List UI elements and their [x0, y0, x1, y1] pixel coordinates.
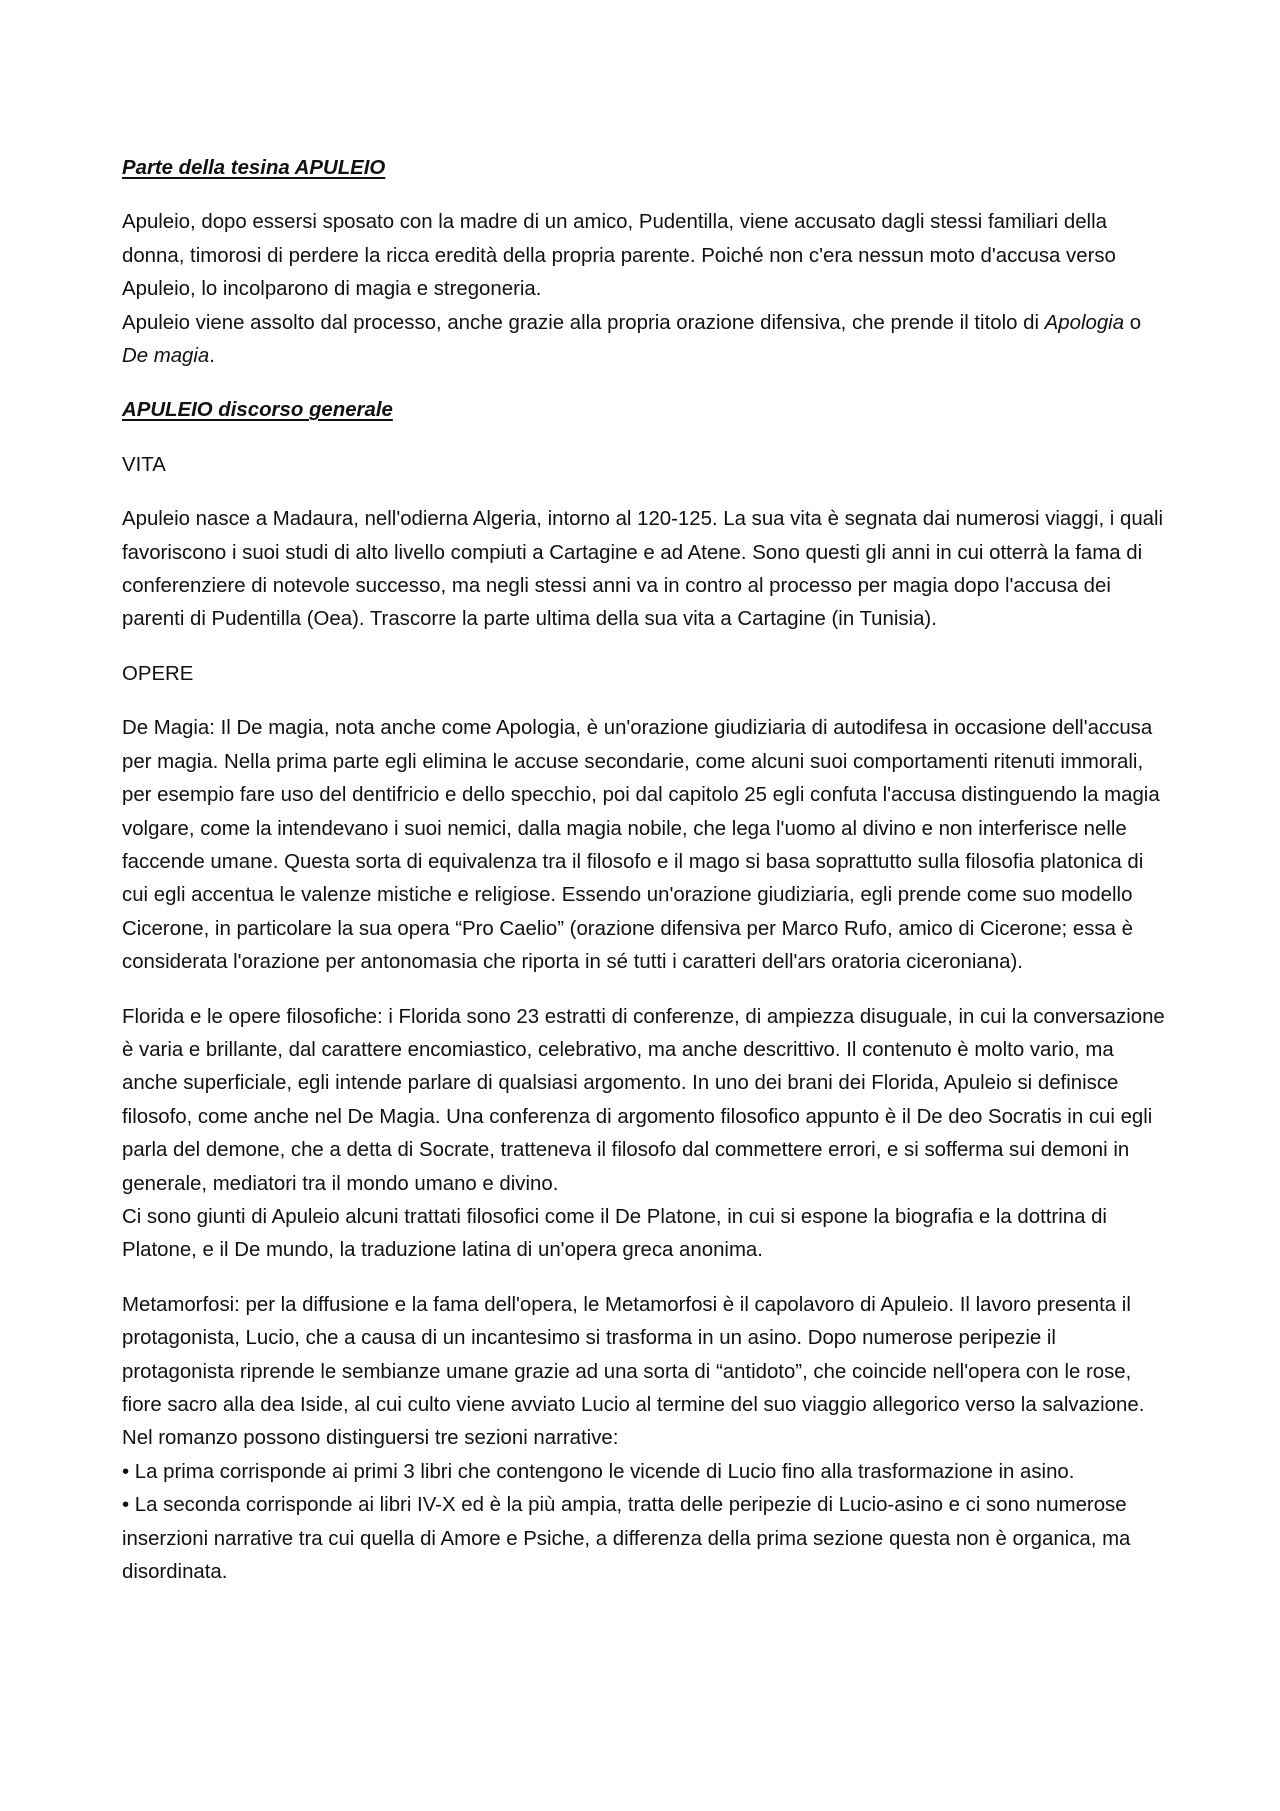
list-item-bullet-2: • La seconda corrisponde ai libri IV-X ed è la più ampia, tratta delle peripezie di Lucio-asino e ci sono numerose inserzioni narrative tra cui quella di Amore e Psiche, a differenza della prima sezione questa non è organica, ma disordinata. — [122, 1494, 1131, 1584]
de-magia-paragraph: De Magia: Il De magia, nota anche come Apologia, è un'orazione giudiziaria di autodifesa in occasione dell'accusa per magia. Nella prima parte egli elimina le accuse secondarie, come alcuni suoi comportamenti ritenuti immorali, per esempio fare uso del dentifricio e dello specchio, poi dal capitolo 25 egli confuta l'accusa distinguendo la magia volgare, come la intendevano i suoi nemici, dalla magia nobile, che lega l'uomo al divino e non interferisce nelle faccende umane. Questa sorta di equivalenza tra il filosofo e il mago si basa soprattutto sulla filosofia platonica di cui egli accentua le valenze mistiche e religiose. Essendo un'orazione giudiziaria, egli prende come suo modello Cicerone, in particolare la sua opera “Pro Caelio” (orazione difensiva per Marco Rufo, amico di Cicerone; essa è considerata l'orazione per antonomasia che riporta in sé tutti i caratteri dell'ars oratoria ciceroniana). — [122, 717, 1160, 974]
intro-paragraph — [122, 206, 1172, 373]
intro-text-2-mid: o — [1124, 311, 1142, 334]
metamorfosi-paragraph — [122, 1289, 1172, 1590]
general-heading: APULEIO discorso generale — [122, 399, 393, 422]
metamorfosi-text: Metamorfosi: per la diffusione e la fama dell'opera, le Metamorfosi è il capolavoro di Apuleio. Il lavoro presenta il protagonista, Lucio, che a causa di un incantesimo si trasforma in un asino. Dopo numerose peripezie il protagonista riprende le sembianze umane grazie ad una sorta di “antidoto”, che coincide nell'opera con le rose, fiore sacro alla dea Iside, al cui culto viene avviato Lucio al termine del suo viaggio allegorico verso la salvazione. Nel romanzo possono distinguersi tre sezioni narrative: — [122, 1293, 1145, 1450]
florida-text-2: Ci sono giunti di Apuleio alcuni trattati filosofici come il De Platone, in cui si espone la biografia e la dottrina di Platone, e il De mundo, la traduzione latina di un'opera greca anonima. — [122, 1205, 1107, 1262]
vita-label: VITA — [122, 453, 166, 476]
vita-paragraph: Apuleio nasce a Madaura, nell'odierna Algeria, intorno al 120-125. La sua vita è segnata dai numerosi viaggi, i quali favoriscono i suoi studi di alto livello compiuti a Cartagine e ad Atene. Sono questi gli anni in cui otterrà la fama di conferenziere di notevole successo, ma negli stessi anni va in contro al processo per magia dopo l'accusa dei parenti di Pudentilla (Oea). Trascorre la parte ultima della sua vita a Cartagine (in Tunisia). — [122, 508, 1164, 631]
document-page — [122, 152, 1172, 1610]
title-de-magia: De magia — [122, 345, 210, 368]
list-item-bullet-1: • La prima corrisponde ai primi 3 libri che contengono le vicende di Lucio fino alla trasformazione in asino. — [122, 1460, 1075, 1483]
title-apologia: Apologia — [1044, 311, 1125, 334]
opere-label: OPERE — [122, 662, 194, 685]
intro-heading: Parte della tesina APULEIO — [122, 157, 386, 179]
florida-text-1: Florida e le opere filosofiche: i Florida sono 23 estratti di conferenze, di ampiezza disuguale, in cui la conversazione è varia e brillante, dal carattere encomiastico, celebrativo, ma anche descrittivo. Il contenuto è molto vario, ma anche superficiale, egli intende parlare di qualsiasi argomento. In uno dei brani dei Florida, Apuleio si definisce filosofo, come anche nel De Magia. Una conferenza di argomento filosofico appunto è il De deo Socratis in cui egli parla del demone, che a detta di Socrate, tratteneva il filosofo dal commettere errori, e si sofferma sui demoni in generale, mediatori tra il mondo umano e divino. — [122, 1005, 1165, 1195]
intro-text-2-start: Apuleio viene assolto dal processo, anche grazie alla propria orazione difensiva, che prende il titolo di — [122, 311, 1045, 334]
florida-paragraph — [122, 1001, 1172, 1268]
intro-text-1: Apuleio, dopo essersi sposato con la madre di un amico, Pudentilla, viene accusato dagli stessi familiari della donna, timorosi di perdere la ricca eredità della propria parente. Poiché non c'era nessun moto d'accusa verso Apuleio, lo incolparono di magia e stregoneria. — [122, 211, 1116, 301]
intro-text-2 — [122, 307, 1172, 374]
intro-text-2-end: . — [209, 345, 215, 368]
